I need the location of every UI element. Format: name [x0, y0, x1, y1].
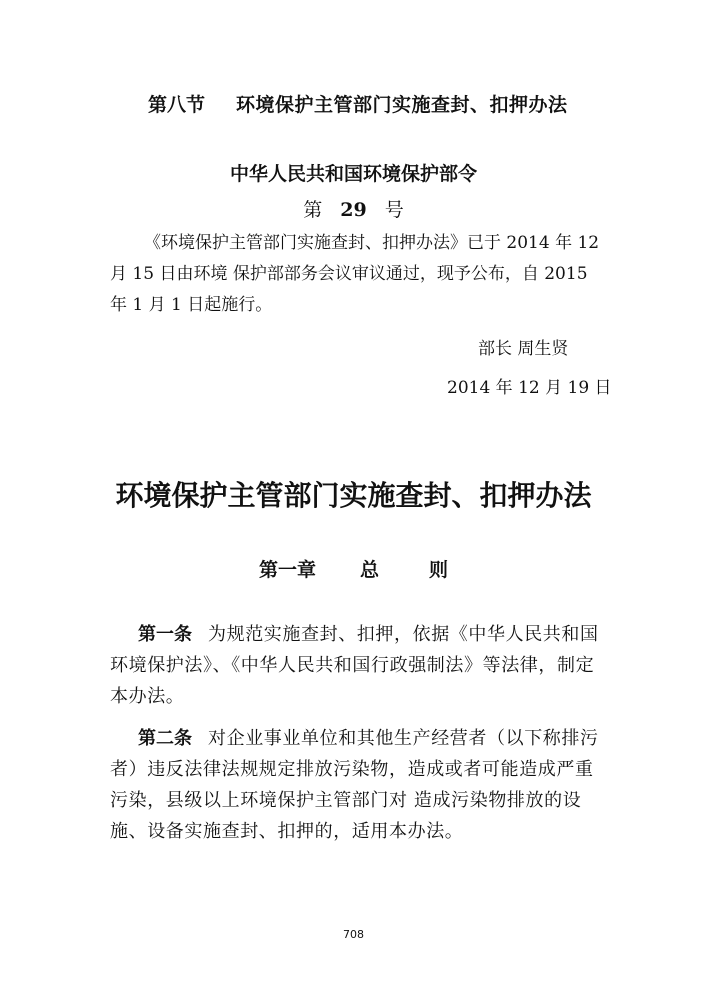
page-number: 708	[343, 928, 364, 941]
article-label: 第一条	[138, 624, 192, 645]
signatory: 部长 周生贤	[478, 339, 569, 359]
chapter-number: 第一章	[258, 559, 316, 581]
order-number-suffix: 号	[384, 199, 404, 221]
chapter-heading	[0, 555, 707, 582]
article-text: 为规范实施查封、扣押，依据《中华人民共和国环境保护法》、《中华人民共和国行政强制法》等法律，制定本办法。	[110, 624, 599, 707]
document-title: 环境保护主管部门实施查封、扣押办法	[115, 479, 592, 512]
section-title: 环境保护主管部门实施查封、扣押办法	[236, 94, 568, 116]
order-date: 2014 年 12 月 19 日	[447, 378, 612, 398]
article-label: 第二条	[138, 728, 192, 749]
order-number: 29	[340, 199, 367, 221]
order-preamble: 《环境保护主管部门实施查封、扣押办法》已于 2014 年 12 月 15 日由环境 保护部部务会议审议通过，现予公布，自 2015 年 1 月 1 日起施行。	[110, 233, 600, 315]
article-text: 对企业事业单位和其他生产经营者（以下称排污者）违反法律法规规定排放污染物，造成或者可能造成严重污染，县级以上环境保护主管部门对 造成污染物排放的设施、设备实施查封、扣押的，适用本办法。	[110, 728, 599, 842]
chapter-title-part2: 则	[429, 559, 449, 581]
order-number-prefix: 第	[303, 199, 323, 221]
chapter-title-part1: 总	[359, 559, 379, 581]
order-number-line	[0, 195, 707, 222]
section-number: 第八节	[148, 94, 206, 116]
article-2	[110, 723, 604, 847]
article-1	[110, 619, 604, 712]
order-issuer: 中华人民共和国环境保护部令	[229, 163, 477, 185]
